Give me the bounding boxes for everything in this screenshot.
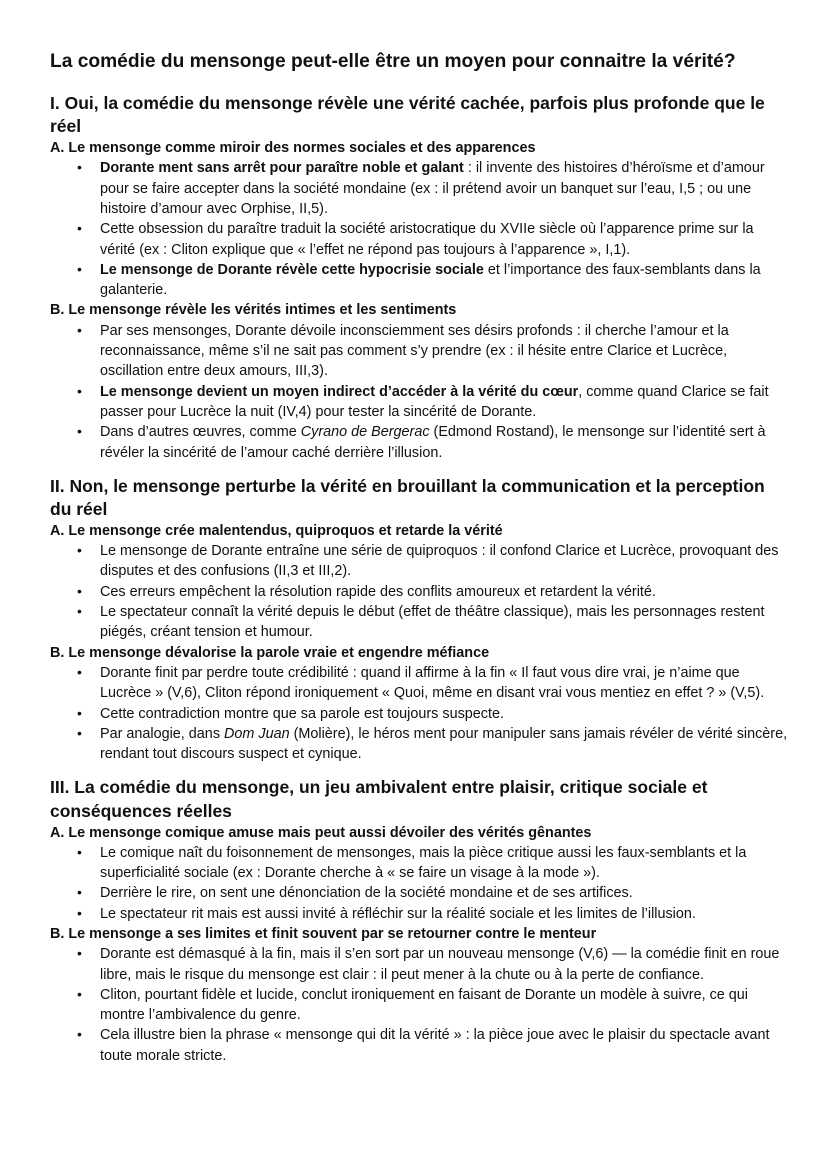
bullet-text: Par ses mensonges, Dorante dévoile inconsciemment ses désirs profonds : il cherche l’amour et la reconnaissance, même s’il ne sait pas comment s’y prendre (ex : il hésite entre Clarice et Lucrèce, oscillation entre deux amours, III,3). — [100, 322, 729, 380]
bullet-list — [50, 843, 788, 924]
bullet-text: Dans d’autres œuvres, comme — [100, 424, 301, 441]
bullet-text: Dorante est démasqué à la fin, mais il s’en sort par un nouveau mensonge (V,6) — la comédie finit en roue libre, mais le risque du mensonge est clair : il peut mener à la chute ou à la perte de confiance. — [100, 946, 780, 983]
bullet-text: Ces erreurs empêchent la résolution rapide des conflits amoureux et retardent la vérité. — [100, 583, 656, 600]
bullet-item — [100, 704, 788, 724]
bullet-text: Le spectateur connaît la vérité depuis le début (effet de théâtre classique), mais les personnages restent piégés, créant tension et humour. — [100, 604, 765, 641]
bullet-italic-title: Cyrano de Bergerac — [300, 424, 430, 441]
bullet-text: Le mensonge de Dorante entraîne une série de quiproquos : il confond Clarice et Lucrèce, provoquant des disputes et des confusions (II,3 et III,2). — [100, 543, 779, 580]
section-heading: A. Le mensonge crée malentendus, quiproquos et retarde la vérité — [50, 523, 503, 540]
bullet-bold-text: Le mensonge de Dorante révèle cette hypocrisie sociale — [100, 261, 484, 278]
bullet-text: et l’importance des faux-semblants dans la galanterie. — [100, 261, 761, 299]
bullet-item — [100, 663, 788, 704]
bullet-item — [100, 260, 788, 301]
bullet-item — [100, 422, 788, 463]
bullet-list — [50, 321, 788, 463]
bullet-bold-text: Dorante ment sans arrêt pour paraître noble et galant — [100, 160, 464, 177]
bullet-item — [100, 904, 788, 924]
bullet-list — [50, 541, 788, 643]
bullet-text: Dorante finit par perdre toute crédibilité : quand il affirme à la fin « Il faut vous dire vrai, je n’aime que Lucrèce » (V,6), Cliton répond ironiquement « Quoi, même en disant vrai vous mentiez en effet ? » (V,5). — [100, 664, 765, 702]
bullet-list — [50, 663, 788, 765]
bullet-text: , comme quand Clarice se fait passer pour Lucrèce la nuit (IV,4) pour tester la sincérité de Dorante. — [100, 383, 769, 420]
section-heading: B. Le mensonge dévalorise la parole vraie et engendre méfiance — [50, 644, 490, 661]
bullet-text: Par analogie, dans — [100, 725, 225, 742]
bullet-item — [100, 843, 788, 884]
bullet-item — [100, 321, 788, 382]
bullet-item — [100, 944, 788, 985]
bullet-text: Derrière le rire, on sent une dénonciation de la société mondaine et de ses artifices. — [100, 885, 633, 902]
bullet-item — [100, 158, 788, 219]
bullet-text: (Molière), le héros ment pour manipuler sans jamais révéler de vérité sincère, rendant tout discours suspect et cynique. — [100, 725, 788, 763]
section-heading: B. Le mensonge a ses limites et finit souvent par se retourner contre le menteur — [50, 926, 597, 943]
bullet-text: Le spectateur rit mais est aussi invité à réfléchir sur la réalité sociale et les limites de l’illusion. — [100, 905, 696, 922]
bullet-text: (Edmond Rostand), le mensonge sur l’identité sert à révéler la sincérité de l’amour caché derrière l’illusion. — [100, 424, 766, 461]
bullet-item — [100, 985, 788, 1026]
section-heading: A. Le mensonge comme miroir des normes sociales et des apparences — [50, 140, 536, 157]
bullet-item — [100, 724, 788, 765]
bullet-list — [50, 944, 788, 1066]
bullet-item — [100, 1025, 788, 1066]
bullet-item — [100, 582, 788, 602]
part-heading: I. Oui, la comédie du mensonge révèle une vérité cachée, parfois plus profonde que le réel — [50, 92, 765, 137]
bullet-item — [100, 602, 788, 643]
bullet-list — [50, 158, 788, 300]
bullet-text: Cela illustre bien la phrase « mensonge qui dit la vérité » : la pièce joue avec le plaisir du spectacle avant toute morale stricte. — [100, 1027, 770, 1064]
bullet-text: : il invente des histoires d’héroïsme et d’amour pour se faire accepter dans la société mondaine (ex : il prétend avoir un banquet sur l’eau, I,5 ; ou une histoire d’amour avec Orphise, II,5). — [100, 160, 765, 217]
bullet-text: Cette obsession du paraître traduit la société aristocratique du XVIIe siècle où l’apparence prime sur la vérité (ex : Cliton explique que « l’effet ne répond pas toujours à l’apparence », I,1). — [100, 221, 754, 258]
bullet-bold-text: Le mensonge devient un moyen indirect d’accéder à la vérité du cœur — [100, 383, 579, 400]
bullet-item — [100, 541, 788, 582]
bullet-item — [100, 382, 788, 423]
section-heading: B. Le mensonge révèle les vérités intimes et les sentiments — [50, 302, 457, 319]
document-title: La comédie du mensonge peut-elle être un moyen pour connaitre la vérité? — [50, 51, 736, 72]
bullet-text: Le comique naît du foisonnement de mensonges, mais la pièce critique aussi les faux-semblants et la superficialité sociale (ex : Dorante cherche à « se faire un visage à la mode »). — [100, 844, 747, 882]
bullet-text: Cliton, pourtant fidèle et lucide, conclut ironiquement en faisant de Dorante un modèle à suivre, ce qui montre l’ambivalence du genre. — [100, 986, 748, 1024]
bullet-item — [100, 219, 788, 260]
bullet-text: Cette contradiction montre que sa parole est toujours suspecte. — [100, 705, 504, 722]
section-heading: A. Le mensonge comique amuse mais peut aussi dévoiler des vérités gênantes — [50, 824, 592, 841]
part-heading: III. La comédie du mensonge, un jeu ambivalent entre plaisir, critique sociale et conséquences réelles — [50, 777, 708, 821]
document-body — [50, 92, 788, 1066]
part-heading: II. Non, le mensonge perturbe la vérité en brouillant la communication et la perception du réel — [50, 475, 765, 519]
bullet-item — [100, 883, 788, 903]
bullet-italic-title: Dom Juan — [224, 725, 290, 742]
